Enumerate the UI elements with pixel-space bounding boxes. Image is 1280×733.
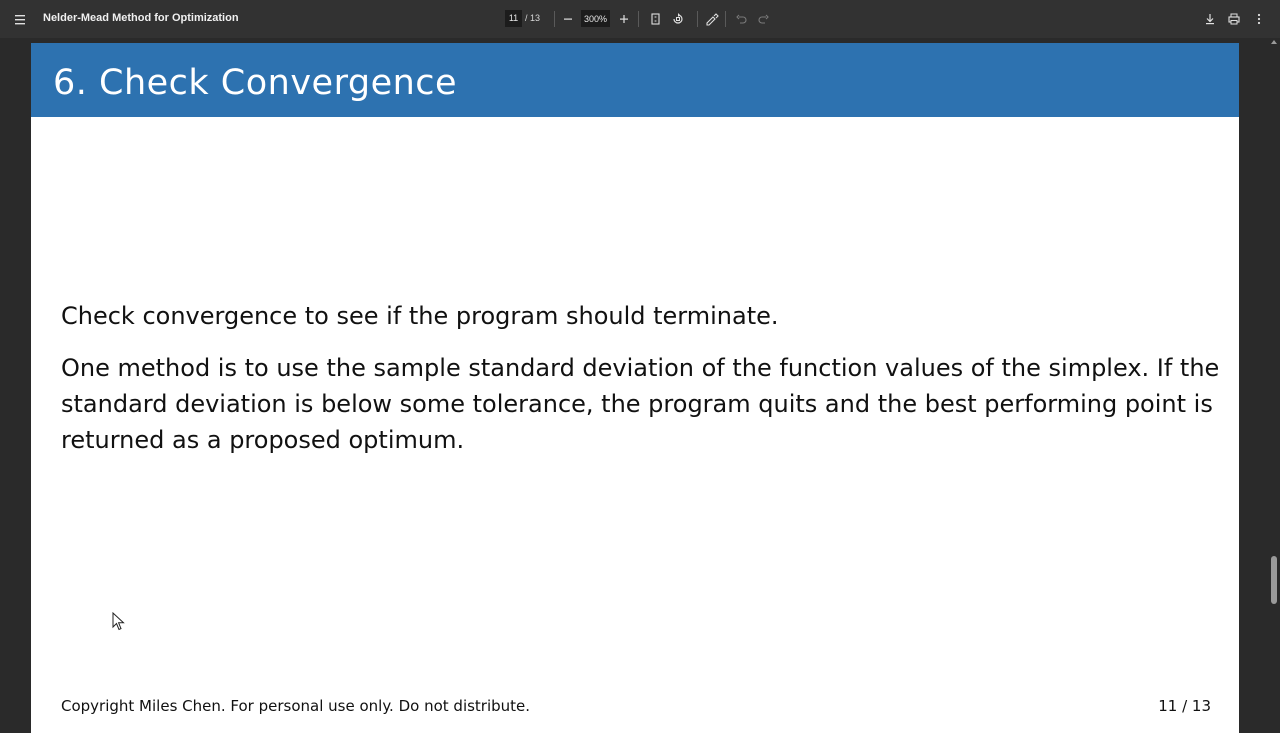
fit-page-icon bbox=[647, 10, 665, 28]
zoom-level-input[interactable] bbox=[581, 10, 610, 27]
print-button[interactable] bbox=[1225, 10, 1243, 28]
undo-icon bbox=[733, 10, 751, 28]
page-total: / 13 bbox=[525, 13, 541, 23]
zoom-out-button[interactable] bbox=[559, 10, 577, 28]
pdf-toolbar bbox=[0, 0, 1280, 38]
toolbar-divider bbox=[725, 11, 726, 27]
annotate-button[interactable] bbox=[703, 10, 721, 28]
more-vert-icon bbox=[1250, 10, 1268, 28]
body-paragraph: Check convergence to see if the program should terminate. bbox=[61, 302, 779, 330]
zoom-in-button[interactable] bbox=[615, 10, 633, 28]
print-icon bbox=[1225, 10, 1243, 28]
toolbar-divider bbox=[697, 11, 698, 27]
slide-header-bar bbox=[31, 43, 1239, 117]
slide-footer-copyright: Copyright Miles Chen. For personal use only. Do not distribute. bbox=[61, 697, 531, 715]
page-number-input[interactable] bbox=[505, 10, 522, 27]
body-paragraph: One method is to use the sample standard deviation of the function values of the simplex. If the standard deviation is below some tolerance, the program quits and the best performing point is returned as a proposed optimum. bbox=[61, 354, 1220, 454]
plus-icon bbox=[615, 10, 633, 28]
fit-page-button[interactable] bbox=[647, 10, 665, 28]
vertical-scrollbar[interactable] bbox=[1268, 38, 1280, 720]
download-button[interactable] bbox=[1201, 10, 1219, 28]
pdf-page bbox=[31, 43, 1239, 733]
minus-icon bbox=[559, 10, 577, 28]
rotate-button[interactable] bbox=[669, 10, 687, 28]
rotate-icon bbox=[669, 10, 687, 28]
mouse-cursor-icon bbox=[112, 612, 126, 632]
slide-footer-page-number: 11 / 13 bbox=[1158, 697, 1211, 715]
download-icon bbox=[1201, 10, 1219, 28]
redo-button[interactable] bbox=[754, 10, 772, 28]
scroll-up-arrow-icon[interactable] bbox=[1271, 40, 1277, 44]
slide-title: 6. Check Convergence bbox=[53, 63, 458, 103]
toolbar-divider bbox=[554, 11, 555, 27]
slide-body bbox=[61, 298, 1221, 458]
toolbar-divider bbox=[638, 11, 639, 27]
redo-icon bbox=[754, 10, 772, 28]
undo-button[interactable] bbox=[733, 10, 751, 28]
more-options-button[interactable] bbox=[1250, 10, 1268, 28]
document-title: Nelder-Mead Method for Optimization bbox=[43, 12, 239, 24]
pen-icon bbox=[703, 10, 721, 28]
scrollbar-thumb[interactable] bbox=[1271, 556, 1277, 604]
menu-icon[interactable] bbox=[13, 12, 29, 26]
